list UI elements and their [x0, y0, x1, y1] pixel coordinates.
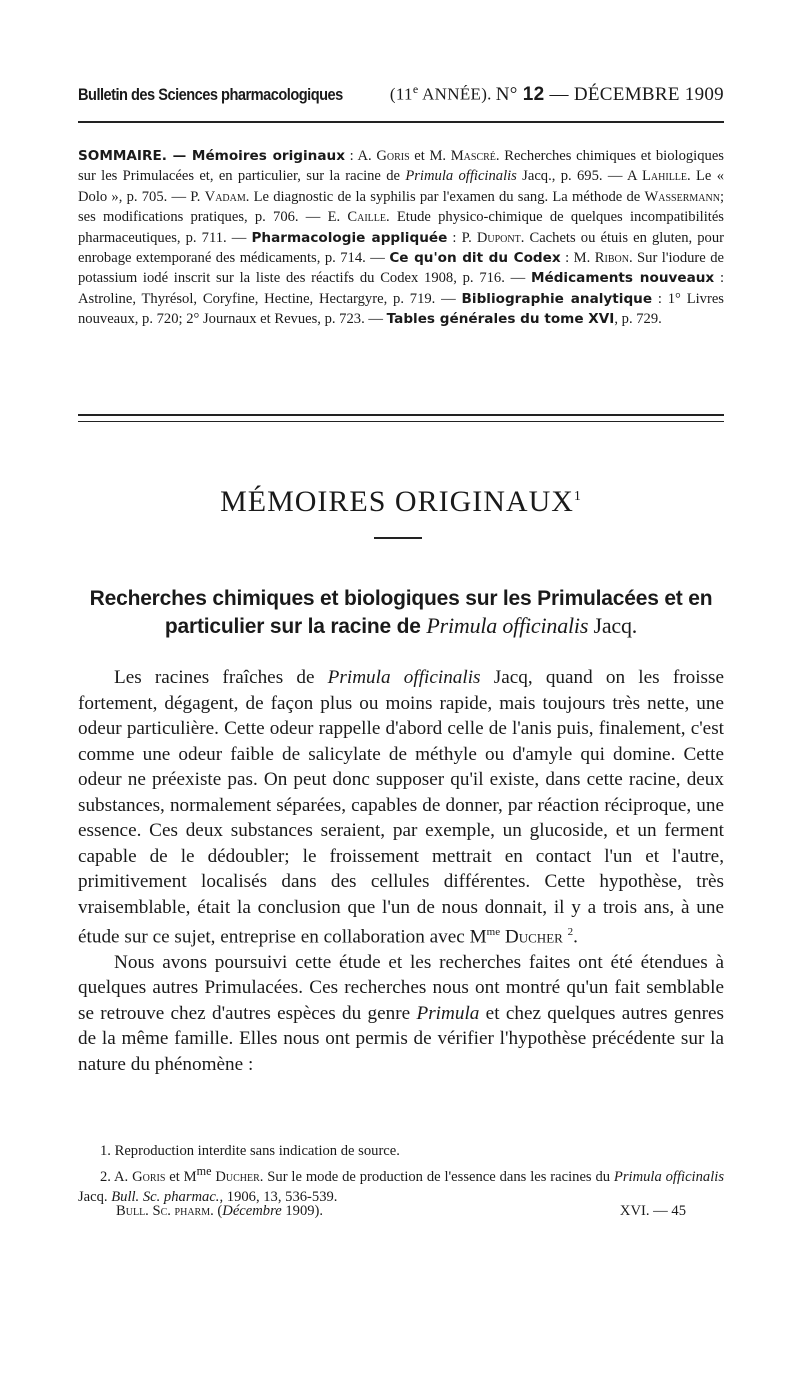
- paragraph: Nous avons poursuivi cette étude et les recherches faites ont été étendues à quelques autres Primulacées. Ces recherches nous ont montré qu'un fait semblable se retrouve chez d'autres espèces du genre Primula et chez quelques autres genres de la même famille. Elles nous ont permis de vérifier l'hypothèse précédente sur la nature du phénomène :: [78, 951, 724, 1075]
- page-footer: [116, 1203, 686, 1220]
- article-body: [78, 665, 724, 1077]
- section-rule-thin: [78, 421, 724, 422]
- header-rule: [78, 121, 724, 123]
- table-of-contents: SOMMAIRE. — Mémoires originaux : A. Goris et M. Mascré. Recherches chimiques et biologiques sur les Primulacées et, en particulier, sur la racine de Primula officinalis Jacq., p. 695. — A Lahille. Le « Dolo », p. 705. — P. Vadam. Le diagnostic de la syphilis par l'examen du sang. La méthode de Wassermann; ses modifications pratiques, p. 706. — E. Caille. Etude physico-chimique de quelques incompatibilités pharmaceutiques, p. 711. — Pharmacologie appliquée : P. Dupont. Cachets ou étuis en gluten, pour enrobage extemporané des médicaments, p. 714. — Ce qu'on dit du Codex : M. Ribon. Sur l'iodure de potassium iodé inscrit sur la liste des réactifs du Codex 1908, p. 716. — Médicaments nouveaux : Astroline, Thyrésol, Coryfine, Hectine, Hectargyre, p. 719. — Bibliographie analytique : 1° Livres nouveaux, p. 720; 2° Journaux et Revues, p. 723. — Tables générales du tome XVI, p. 729.: [78, 148, 725, 328]
- volume-year: (11e ANNÉE).: [389, 82, 492, 104]
- footnotes: [78, 1141, 724, 1207]
- footnote-2: 2. A. Goris et $M^{me}$ Ducher. Sur le mode de production de l'essence dans les racines du Primula officinalis Jacq. Bull. Sc. pharmac., 1906, 13, 536-539.: [78, 1164, 724, 1205]
- title-rule: [374, 537, 422, 539]
- section-title: MÉMOIRES ORIGINAUX$^1$: [220, 485, 582, 518]
- footnote-ref[interactable]: 2: [567, 926, 574, 938]
- paragraph: Les racines fraîches de Primula officinalis Jacq, quand on les froisse fortement, dégagent, de façon plus ou moins rapide, mais toujours très nette, une odeur particulière. Cette odeur rappelle d'abord celle de l'anis puis, finalement, c'est comme une odeur faible de salicylate de méthyle ou d'amyle qui domine. Cette odeur ne préexiste pas. On peut donc supposer qu'il existe, dans cette racine, deux substances, normalement séparées, capables de donner, par réaction réciproque, une essence. Ces deux substances seraient, par exemple, un glucoside, et un ferment capable de le dédoubler; le froissement mettrait en contact l'un et l'autre, primitivement localisés dans des cellules différentes. Cette hypothèse, très vraisemblable, était la conclusion que l'un de nous donnait, il y a trois ans, à une étude sur ce sujet, entreprise en collaboration avec $M^{me}$ Ducher $^2$.: [78, 667, 724, 948]
- page-signature: XVI. — 45: [619, 1203, 686, 1219]
- footer-citation: Bull. Sc. pharm. (Décembre 1909).: [116, 1203, 324, 1219]
- running-header: [78, 82, 724, 106]
- footnote-ref[interactable]: 1: [573, 489, 582, 504]
- article-title: Recherches chimiques et biologiques sur les Primulacées et en particulier sur la racine de Primula officinalis Jacq.: [89, 587, 713, 638]
- journal-name: Bulletin des Sciences pharmacologiques: [78, 84, 343, 104]
- section-rule: [78, 414, 724, 416]
- issue-number: N° 12 — DÉCEMBRE 1909: [495, 83, 724, 105]
- footnote-1: 1. Reproduction interdite sans indication de source.: [100, 1143, 400, 1159]
